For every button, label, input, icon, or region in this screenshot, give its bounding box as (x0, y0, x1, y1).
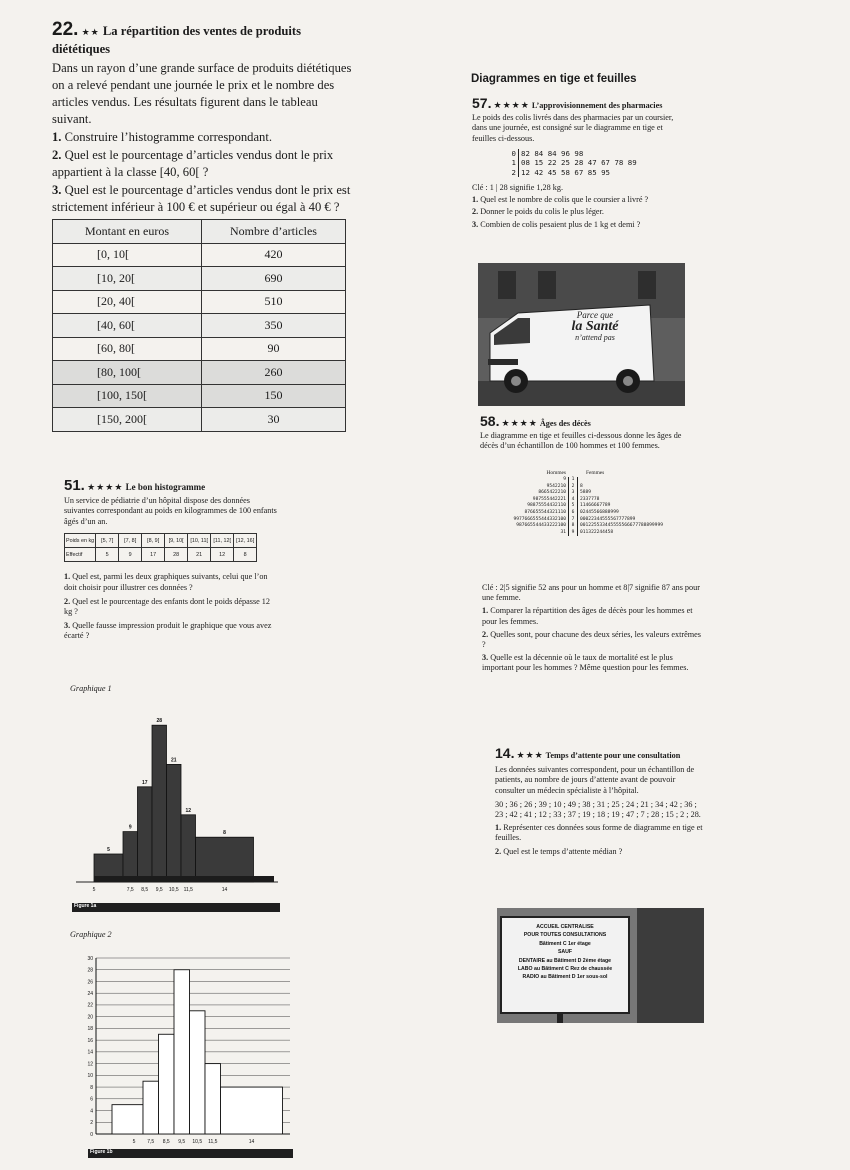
table-header (53, 220, 346, 244)
difficulty-stars: ★★ (81, 28, 100, 38)
stem-row: 2 12 42 45 58 67 85 95 (506, 168, 682, 177)
y-tick-label: 10 (87, 1073, 93, 1080)
stem-leaf-row (480, 510, 705, 517)
women-leaves: 5889 (580, 490, 592, 496)
men-leaves: 987665544433222100 (516, 523, 566, 529)
men-leaves: 31 (560, 529, 566, 535)
x-tick-label: 7,5 (126, 887, 134, 893)
bar-data-label: 9 (128, 824, 132, 831)
bar-data-label: 17 (141, 779, 148, 786)
exercise-number: 57. (472, 95, 492, 111)
y-tick-label: 2 (90, 1120, 93, 1127)
stem-leaf-diagram-58 (480, 470, 705, 536)
histogram-bar (112, 1105, 143, 1134)
y-tick-label: 22 (87, 1002, 93, 1009)
histogram-bar (123, 832, 138, 882)
x-tick-label: 9,5 (178, 1139, 186, 1145)
table-row: Effectif 5 9 17 28 21 12 8 (65, 548, 257, 562)
stem: 4 (568, 497, 578, 504)
exercise-title: La répartition des ventes de produits diététiques (52, 24, 301, 56)
graphique-2-chart (80, 950, 295, 1150)
table-row: [150, 200[ 30 (53, 408, 346, 432)
question-3: 3. Quelle est la décennie où le taux de mortalité est le plus important pour les hommes ? Même question pour les femmes. (482, 653, 689, 673)
y-tick-label: 26 (87, 979, 93, 986)
histogram-bar (167, 764, 182, 882)
x-tick-label: 14 (248, 1139, 255, 1145)
exercise-intro: Le diagramme en tige et feuilles ci-dessous donne les âges de décès d’un échantillon de 100 hommes et 100 femmes. (480, 431, 682, 451)
exercise-number: 51. (64, 477, 85, 494)
y-tick-label: 8 (90, 1084, 93, 1091)
question-2: 2. Quel est le temps d’attente médian ? (495, 846, 623, 856)
x-tick-label: 14 (221, 887, 228, 893)
question-2: 2. Quelles sont, pour chacune des deux séries, les valeurs extrêmes ? (482, 629, 701, 650)
question-1: 1. Quel est, parmi les deux graphiques suivants, celui que l’on doit choisir pour illustrer ces données ? (64, 572, 268, 592)
exercise-intro: Dans un rayon d’une grande surface de produits diététiques on a relevé pendant une journée le prix et le nombre des articles vendus. Les résultats figurent dans le tableau suivant. (52, 61, 352, 126)
x-tick-label: 11,5 (208, 1139, 218, 1145)
x-tick-label: 5 (132, 1139, 136, 1145)
graph2-footer: Figure 1b (88, 1149, 293, 1158)
stem-row: 1 08 15 22 25 28 47 67 78 89 (506, 158, 682, 167)
exercise-57 (472, 95, 682, 230)
histogram-bar (205, 1064, 221, 1134)
x-tick-label: 11,5 (183, 887, 193, 893)
women-leaves: 001225533445555566677788899999 (580, 523, 663, 529)
histogram-bar (221, 1087, 283, 1134)
x-tick-label: 8,5 (141, 887, 149, 893)
data-values: 30 ; 36 ; 26 ; 39 ; 10 ; 49 ; 38 ; 31 ; 25 ; 24 ; 21 ; 34 ; 42 ; 36 ; 23 ; 42 ; 41 ; 12 ; 33 ; 37 ; 19 ; 18 ; 19 ; 47 ; 7 ; 28 ; 15 ; 2 ; 28. (495, 799, 701, 820)
stem-row: 0 82 84 84 96 98 (506, 149, 682, 158)
exercise-title: L’approvisionnement des pharmacies (531, 101, 663, 110)
table-row: [80, 100[ 260 (53, 361, 346, 385)
table-row: [100, 150[ 150 (53, 384, 346, 408)
men-leaves: 8665422210 (538, 490, 566, 496)
men-leaves: 9542210 (546, 483, 566, 489)
stem-leaf-row (480, 530, 705, 537)
bar-data-label: 8 (223, 830, 226, 837)
stem-leaf-row (480, 503, 705, 510)
question-3: 3. Quel est le pourcentage d’articles vendus dont le prix est strictement inférieur à 100 € et supérieur ou égal à 40 € ? (52, 183, 351, 214)
exercise-number: 58. (480, 413, 500, 429)
exercise-14 (495, 745, 705, 857)
exercise-22 (52, 19, 354, 432)
stem: 6 (568, 510, 578, 517)
van-slogan: Parce que la Santé n’attend pas (571, 310, 619, 342)
exercise-57-heading (472, 95, 682, 111)
graph2-label: Graphique 2 (70, 930, 112, 939)
exercise-58-questions (482, 583, 704, 674)
histogram-bar (196, 837, 254, 882)
stem-leaf-row (480, 490, 705, 497)
key-note: Clé : 2|5 signifie 52 ans pour un homme et 8|7 signifie 87 ans pour une femme. (482, 583, 700, 603)
stem-leaf-row (480, 484, 705, 491)
y-tick-label: 24 (87, 991, 93, 997)
histogram-bar (159, 1034, 175, 1134)
exercise-title: Âges des décès (539, 419, 591, 428)
stem-leaf-rows (480, 477, 705, 536)
exercise-number: 22. (52, 19, 79, 40)
exercise-intro: Le poids des colis livrés dans des pharmacies par un coursier, dans une journée, est consigné sur le diagramme en tige et feuilles ci-dessous. (472, 113, 674, 143)
stem-leaf-header: Hommes Femmes (546, 470, 605, 476)
graphique-1-chart (72, 700, 282, 910)
women-leaves: 02445566888999 (580, 509, 619, 515)
question-1: 1. Comparer la répartition des âges de décès pour les hommes et pour les femmes. (482, 606, 693, 626)
stem: 8 (568, 523, 578, 530)
x-tick-label: 9,5 (155, 887, 163, 893)
difficulty-stars: ★★★★ (501, 419, 538, 429)
question-1: 1. Construire l’histogramme correspondant. (52, 130, 273, 144)
table-row: [0, 10[ 420 (53, 243, 346, 267)
graph1-label: Graphique 1 (70, 684, 112, 693)
exercise-title: Temps d’attente pour une consultation (545, 751, 681, 760)
stem-leaf-row (480, 477, 705, 484)
exercise-number: 14. (495, 745, 515, 761)
stem: 7 (568, 517, 578, 524)
x-tick-label: 10,5 (168, 887, 179, 893)
bar-data-label: 21 (170, 757, 177, 764)
stem-leaf-diagram-57 (506, 149, 682, 177)
histogram-bar (152, 725, 167, 882)
table-row: Poids en kg [5, 7[ [7, 8[ [8, 9[ [9, 10[ [10, 11[ [11, 12[ [12, 16[ (65, 534, 257, 548)
header-cell: Montant en euros (53, 220, 202, 244)
y-tick-label: 0 (90, 1131, 93, 1138)
x-tick-label: 7,5 (147, 1139, 155, 1145)
sign-panel: ACCUEIL CENTRALISE POUR TOUTES CONSULTATIONS Bâtiment C 1er étage SAUF DENTAIRE au Bâtiment D 2ème étage LABO au Bâtiment C Rez de chaussée RADIO au Bâtiment D 1er sous-sol (500, 916, 630, 1014)
question-1: 1. Quel est le nombre de colis que le coursier a livré ? (472, 195, 649, 205)
key-note: Clé : 1 | 28 signifie 1,28 kg. (472, 183, 564, 193)
exercise-14-heading (495, 745, 705, 761)
table-row: [60, 80[ 90 (53, 337, 346, 361)
foliage (637, 908, 704, 1023)
exercise-title: Le bon histogramme (125, 482, 206, 492)
exercise-22-heading (52, 19, 354, 57)
y-tick-label: 18 (87, 1026, 93, 1033)
histogram-bar (181, 815, 196, 882)
y-tick-label: 20 (87, 1014, 93, 1021)
women-leaves: 011322244458 (580, 529, 614, 535)
exercise-58-heading (480, 413, 700, 429)
men-leaves: 987555442221 (532, 496, 566, 502)
stem: 1 (568, 477, 578, 484)
sign-post (557, 1014, 563, 1023)
price-table (52, 219, 346, 432)
x-tick-label: 5 (92, 887, 96, 893)
question-3: 3. Quelle fausse impression produit le graphique que vous avez écarté ? (64, 620, 272, 641)
difficulty-stars: ★★★★ (87, 483, 124, 493)
women-leaves: 2337778 (580, 496, 600, 502)
y-tick-label: 4 (90, 1108, 93, 1115)
weight-table (64, 533, 257, 562)
y-tick-label: 12 (87, 1061, 93, 1068)
y-tick-label: 14 (87, 1049, 93, 1056)
x-tick-label: 10,5 (192, 1139, 203, 1145)
exercise-58 (480, 413, 700, 452)
exercise-intro: Les données suivantes correspondent, pour un échantillon de patients, au nombre de jours d’attente avant de pouvoir consulter un médecin spécialiste à l’hôpital. (495, 765, 695, 795)
stem: 5 (568, 503, 578, 510)
men-leaves: 9 (563, 477, 566, 482)
y-tick-label: 30 (87, 955, 93, 962)
histogram-base-band (94, 876, 274, 882)
women-leaves: 00022344555567777899 (580, 516, 636, 522)
histogram-bar (190, 1011, 206, 1134)
table-row: [20, 40[ 510 (53, 290, 346, 314)
y-tick-label: 6 (90, 1096, 93, 1103)
bar-data-label: 28 (156, 718, 163, 725)
graph1-footer: Figure 1a (72, 903, 280, 912)
men-leaves: 9977666555444332100 (513, 516, 566, 522)
hospital-sign-photo (497, 908, 704, 1023)
men-leaves: 98875554432110 (527, 503, 566, 509)
header-cell: Nombre d’articles (202, 220, 346, 244)
table-row: [10, 20[ 690 (53, 267, 346, 291)
histogram-bar (138, 787, 153, 882)
question-3: 3. Combien de colis pesaient plus de 1 kg et demi ? (472, 219, 641, 229)
women-leaves: 8 (580, 483, 583, 489)
histogram-bar (143, 1081, 159, 1134)
section-title: Diagrammes en tige et feuilles (471, 73, 637, 85)
van-photo (478, 263, 685, 406)
stem: 3 (568, 490, 578, 497)
women-leaves (578, 477, 580, 484)
women-leaves: 11466667789 (580, 503, 611, 509)
exercise-intro: Un service de pédiatrie d’un hôpital dispose des données suivantes correspondant au poids en kilogrammes de 100 enfants âgés d’un an. (64, 495, 277, 526)
stem: 2 (568, 484, 578, 491)
y-tick-label: 28 (87, 967, 93, 974)
difficulty-stars: ★★★★ (493, 101, 530, 111)
exercise-51 (64, 477, 278, 642)
bar-data-label: 5 (107, 847, 110, 853)
men-leaves: 876655544321110 (524, 509, 566, 515)
y-tick-label: 16 (87, 1037, 93, 1044)
question-2: 2. Quel est le pourcentage des enfants dont le poids dépasse 12 kg ? (64, 596, 270, 617)
stem: 9 (568, 530, 578, 537)
question-2: 2. Quel est le pourcentage d’articles vendus dont le prix appartient à la classe [40, 60[ ? (52, 148, 334, 179)
histogram-bar (174, 970, 190, 1134)
exercise-51-heading (64, 477, 278, 494)
x-tick-label: 8,5 (162, 1139, 170, 1145)
stem-leaf-row (480, 523, 705, 530)
difficulty-stars: ★★★ (516, 751, 544, 761)
table-row: [40, 60[ 350 (53, 314, 346, 338)
question-1: 1. Représenter ces données sous forme de diagramme en tige et feuilles. (495, 823, 703, 843)
bar-data-label: 12 (185, 807, 192, 814)
question-2: 2. Donner le poids du colis le plus léger. (472, 207, 604, 217)
